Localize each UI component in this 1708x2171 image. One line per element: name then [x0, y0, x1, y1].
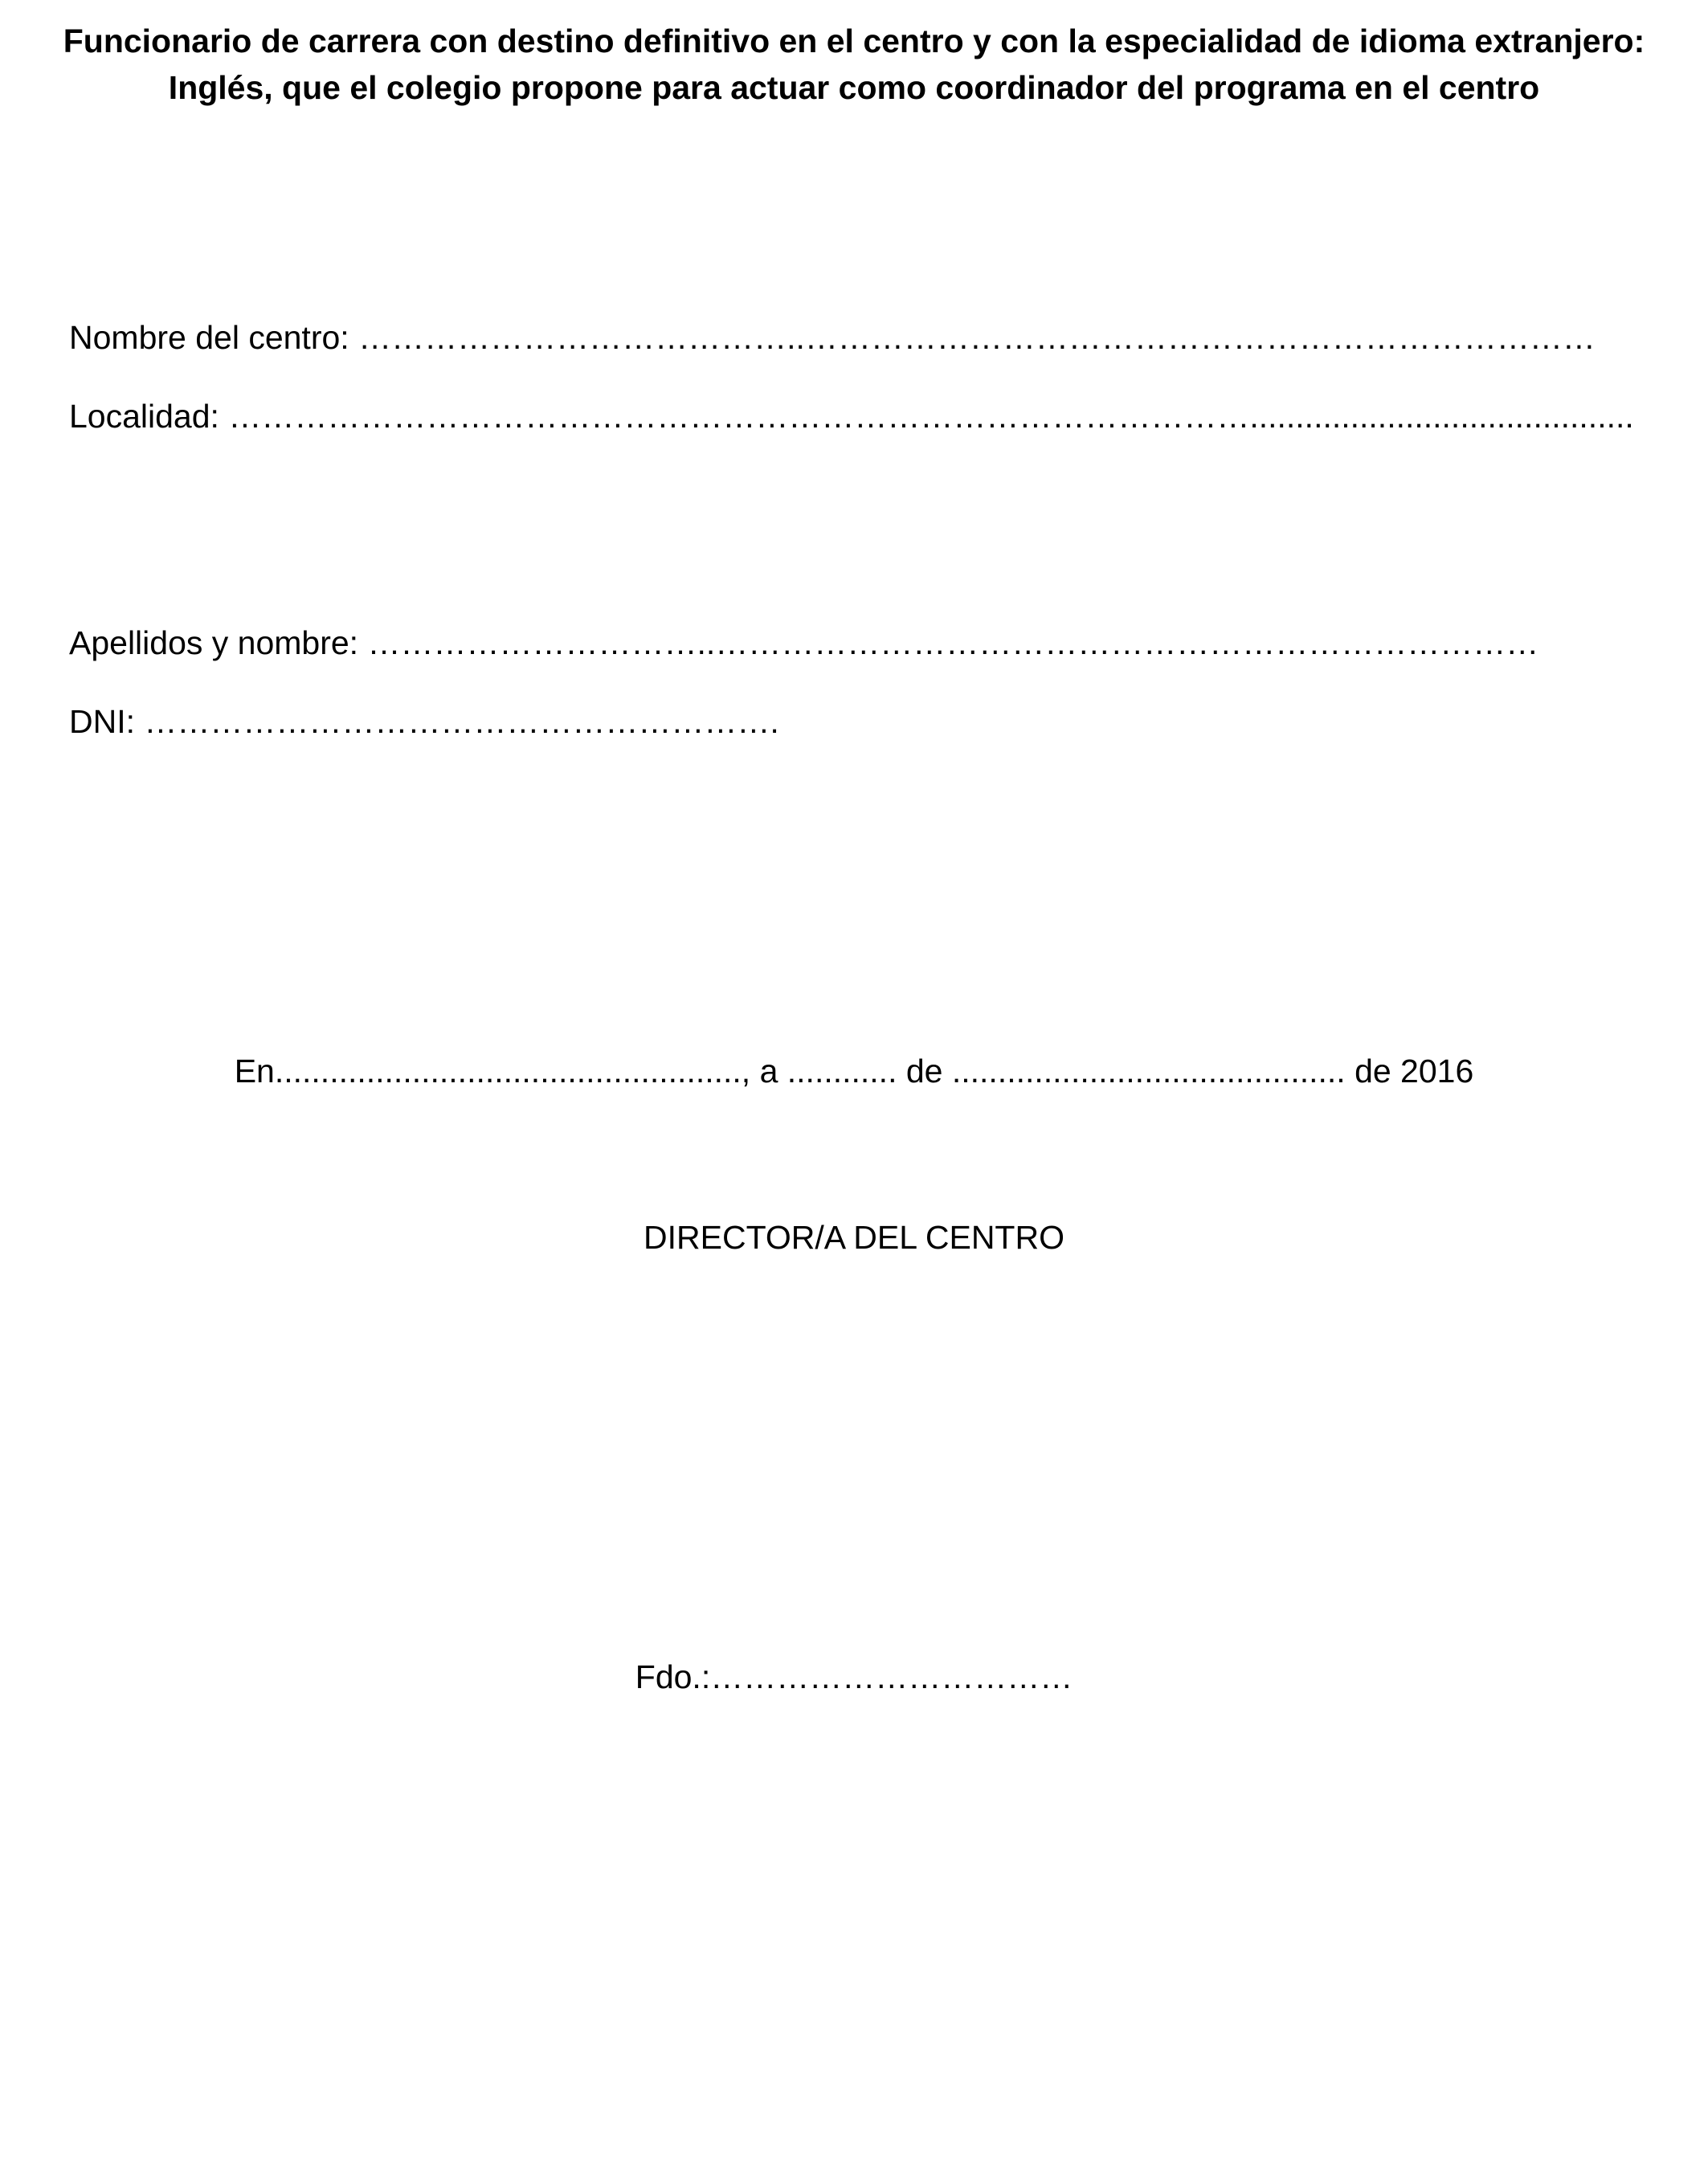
field-dni-blank: …………………………………………………. — [144, 703, 779, 740]
field-localidad — [69, 396, 1692, 436]
field-localidad-label: Localidad: — [69, 398, 229, 435]
field-localidad-blank: ………………………………………………………………………………….......................................... — [228, 398, 1634, 435]
field-apellidos-nombre-label: Apellidos y nombre: — [69, 624, 368, 661]
signer-role: DIRECTOR/A DEL CENTRO — [644, 1219, 1064, 1256]
date-line: En..................................................., a ............ de ........................................... de 2016 — [234, 1053, 1474, 1090]
title-line-1: Funcionario de carrera con destino definitivo en el centro y con la especialidad de idioma extranjero: — [63, 22, 1645, 59]
document-title — [0, 18, 1708, 111]
field-nombre-centro — [69, 317, 1692, 358]
field-dni — [69, 701, 1692, 742]
field-nombre-centro-label: Nombre del centro: — [69, 319, 359, 356]
field-apellidos-nombre-blank: …………………………..………………………………………………………………… — [367, 624, 1539, 661]
field-nombre-centro-blank: …………………………………..……………………………………………………………… — [358, 319, 1596, 356]
field-apellidos-nombre — [69, 623, 1692, 663]
signature-line: Fdo.:…………………………… — [635, 1658, 1073, 1695]
title-line-2: Inglés, que el colegio propone para actuar como coordinador del programa en el centro — [168, 69, 1540, 106]
field-dni-label: DNI: — [69, 703, 145, 740]
